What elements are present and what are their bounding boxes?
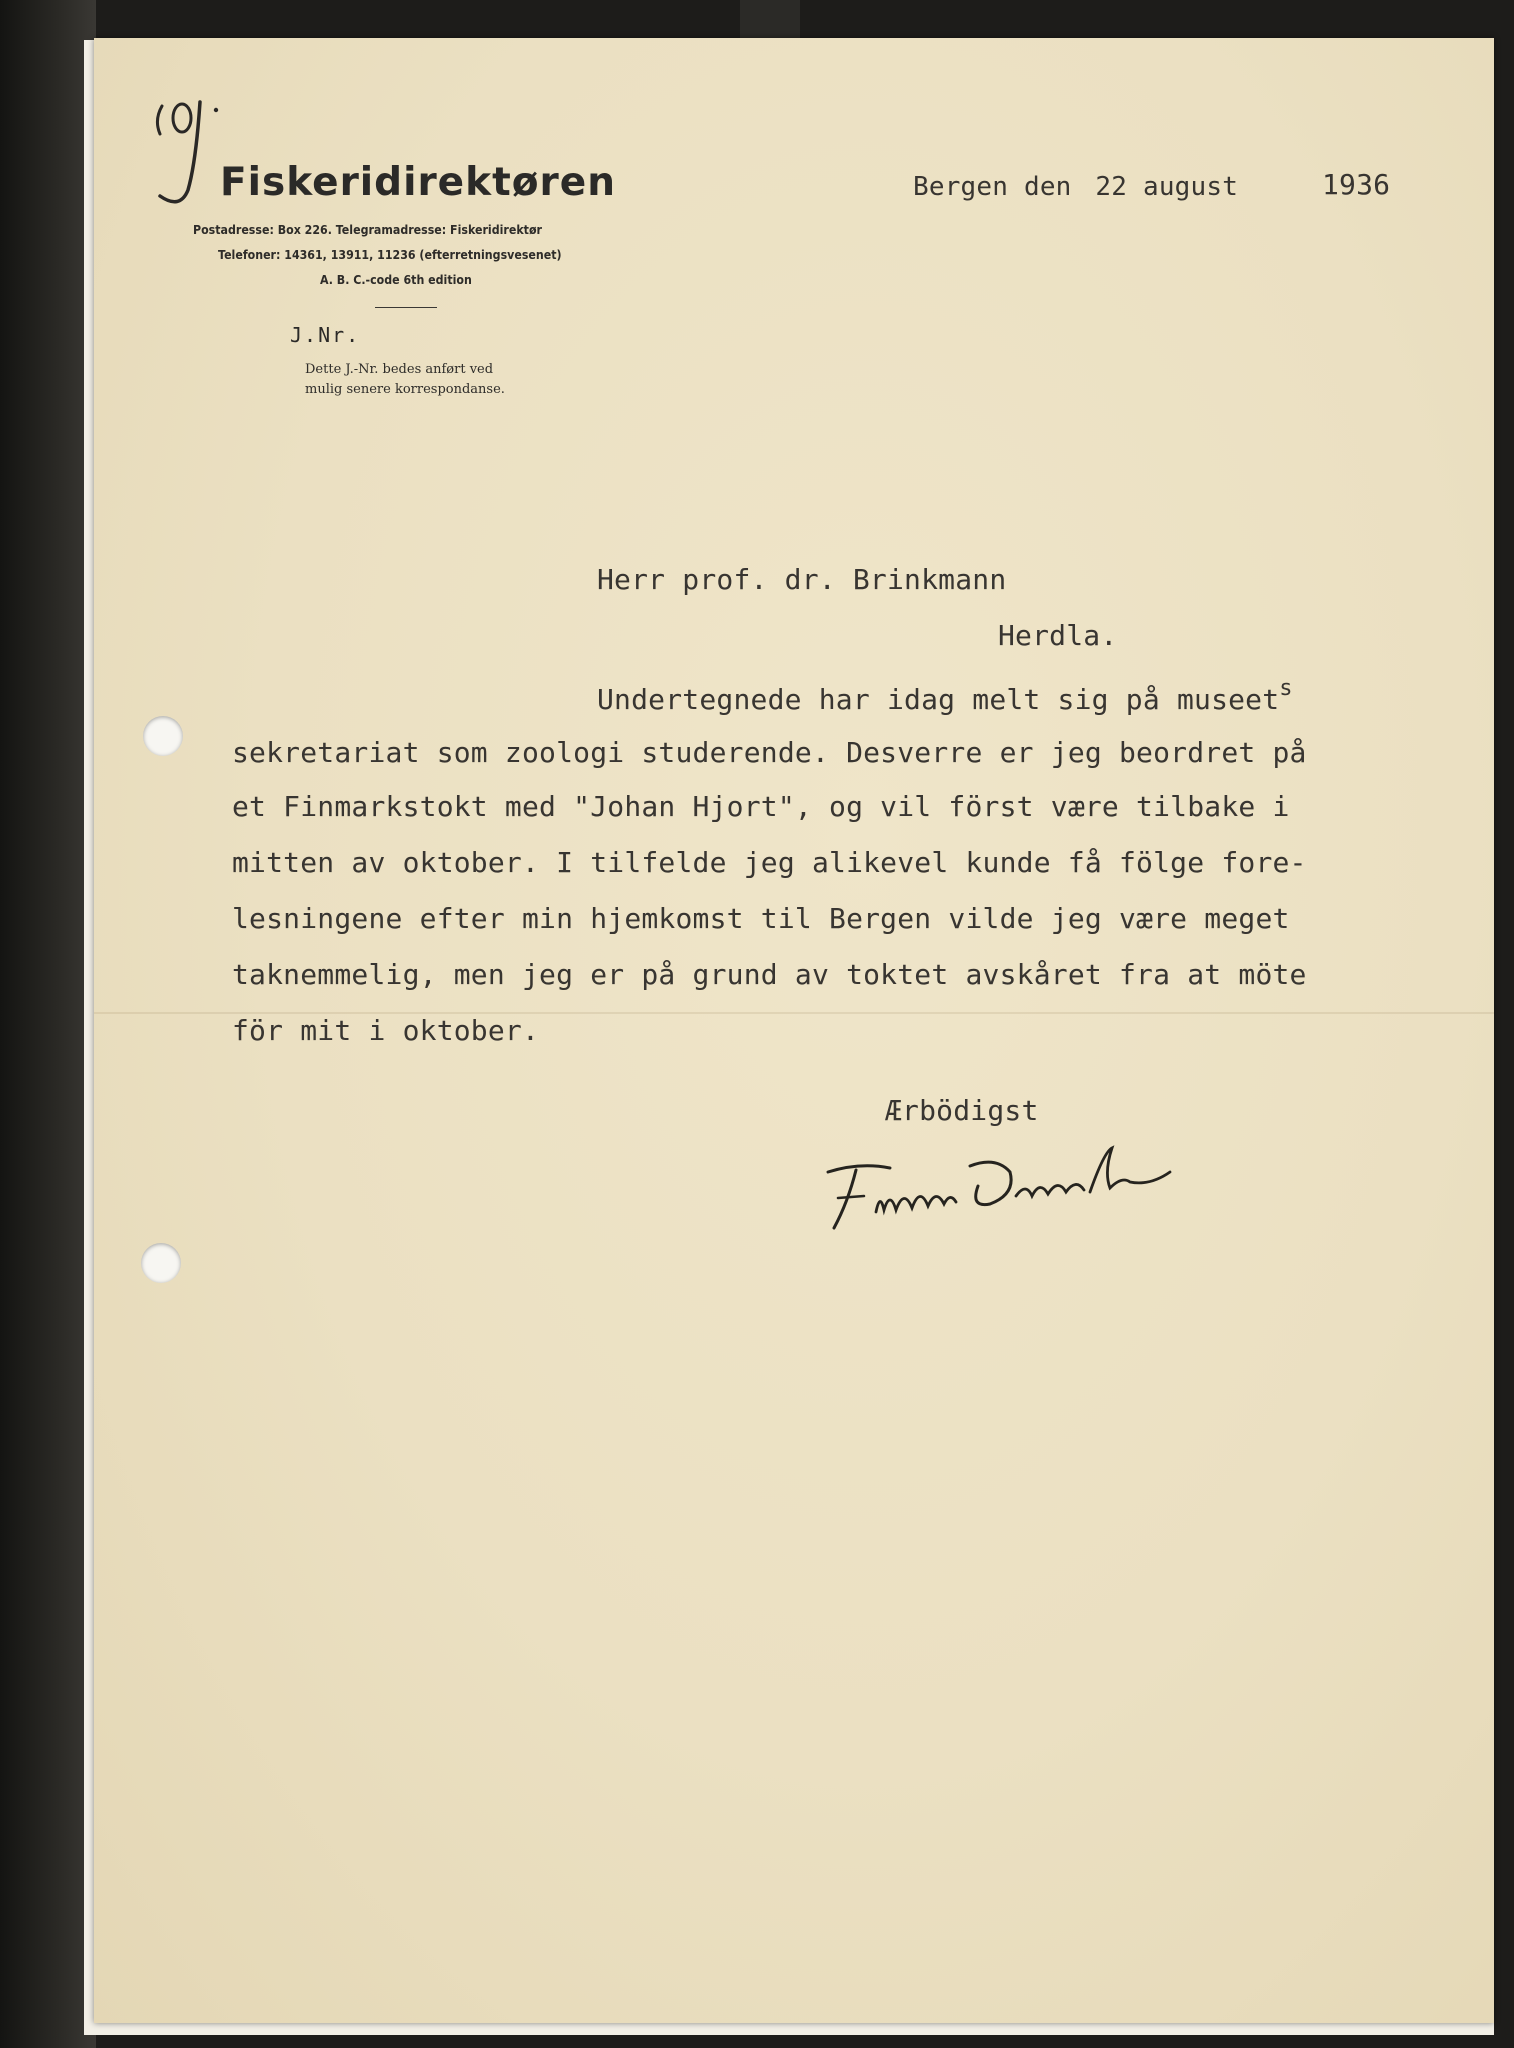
letterhead-divider: [375, 307, 437, 308]
date-place: Bergen den: [913, 172, 1072, 202]
body-line-3: et Finmarkstokt med "Johan Hjort", og vil först være tilbake i: [232, 790, 1290, 823]
body-line-4: mitten av oktober. I tilfelde jeg alikevel kunde få fölge fore-: [232, 846, 1307, 879]
body-line-5: lesningene efter min hjemkomst til Bergen vilde jeg være meget: [232, 902, 1290, 935]
body-line-6: taknemmelig, men jeg er på grund av toktet avskåret fra at möte: [232, 958, 1307, 991]
letterhead-postal-line: Postadresse: Box 226. Telegramadresse: Fiskeridirektør: [193, 223, 542, 237]
recipient-location: Herdla.: [998, 619, 1118, 652]
closing: Ærbödigst: [885, 1094, 1039, 1127]
body-superscript: s: [1279, 676, 1293, 701]
punch-hole-top: [143, 716, 183, 756]
body-line-2: sekretariat som zoologi studerende. Desverre er jeg beordret på: [232, 736, 1307, 769]
handwritten-signature: [820, 1142, 1180, 1242]
punch-hole-bottom: [141, 1243, 181, 1283]
journal-note-line-1: Dette J.-Nr. bedes anført ved: [305, 362, 494, 377]
body-line-1: [597, 676, 1293, 716]
recipient-name: Herr prof. dr. Brinkmann: [597, 563, 1007, 596]
binder-strip: [740, 0, 800, 40]
letterhead-phone-line: Telefoner: 14361, 13911, 11236 (efterretningsvesenet): [218, 248, 562, 262]
letterhead-code-line: A. B. C.-code 6th edition: [320, 273, 472, 287]
letter-date: [913, 172, 1238, 202]
scan-background-left: [0, 0, 96, 2048]
letterhead-organization: Fiskeridirektøren: [220, 160, 616, 205]
body-line-1-text: Undertegnede har idag melt sig på museet: [597, 683, 1280, 716]
journal-note-line-2: mulig senere korrespondanse.: [305, 382, 505, 397]
journal-number-label: J.Nr.: [290, 323, 361, 347]
body-line-7: för mit i oktober.: [232, 1014, 540, 1047]
date-year: 1936: [1322, 168, 1391, 201]
date-day-month: 22 august: [1095, 172, 1239, 202]
